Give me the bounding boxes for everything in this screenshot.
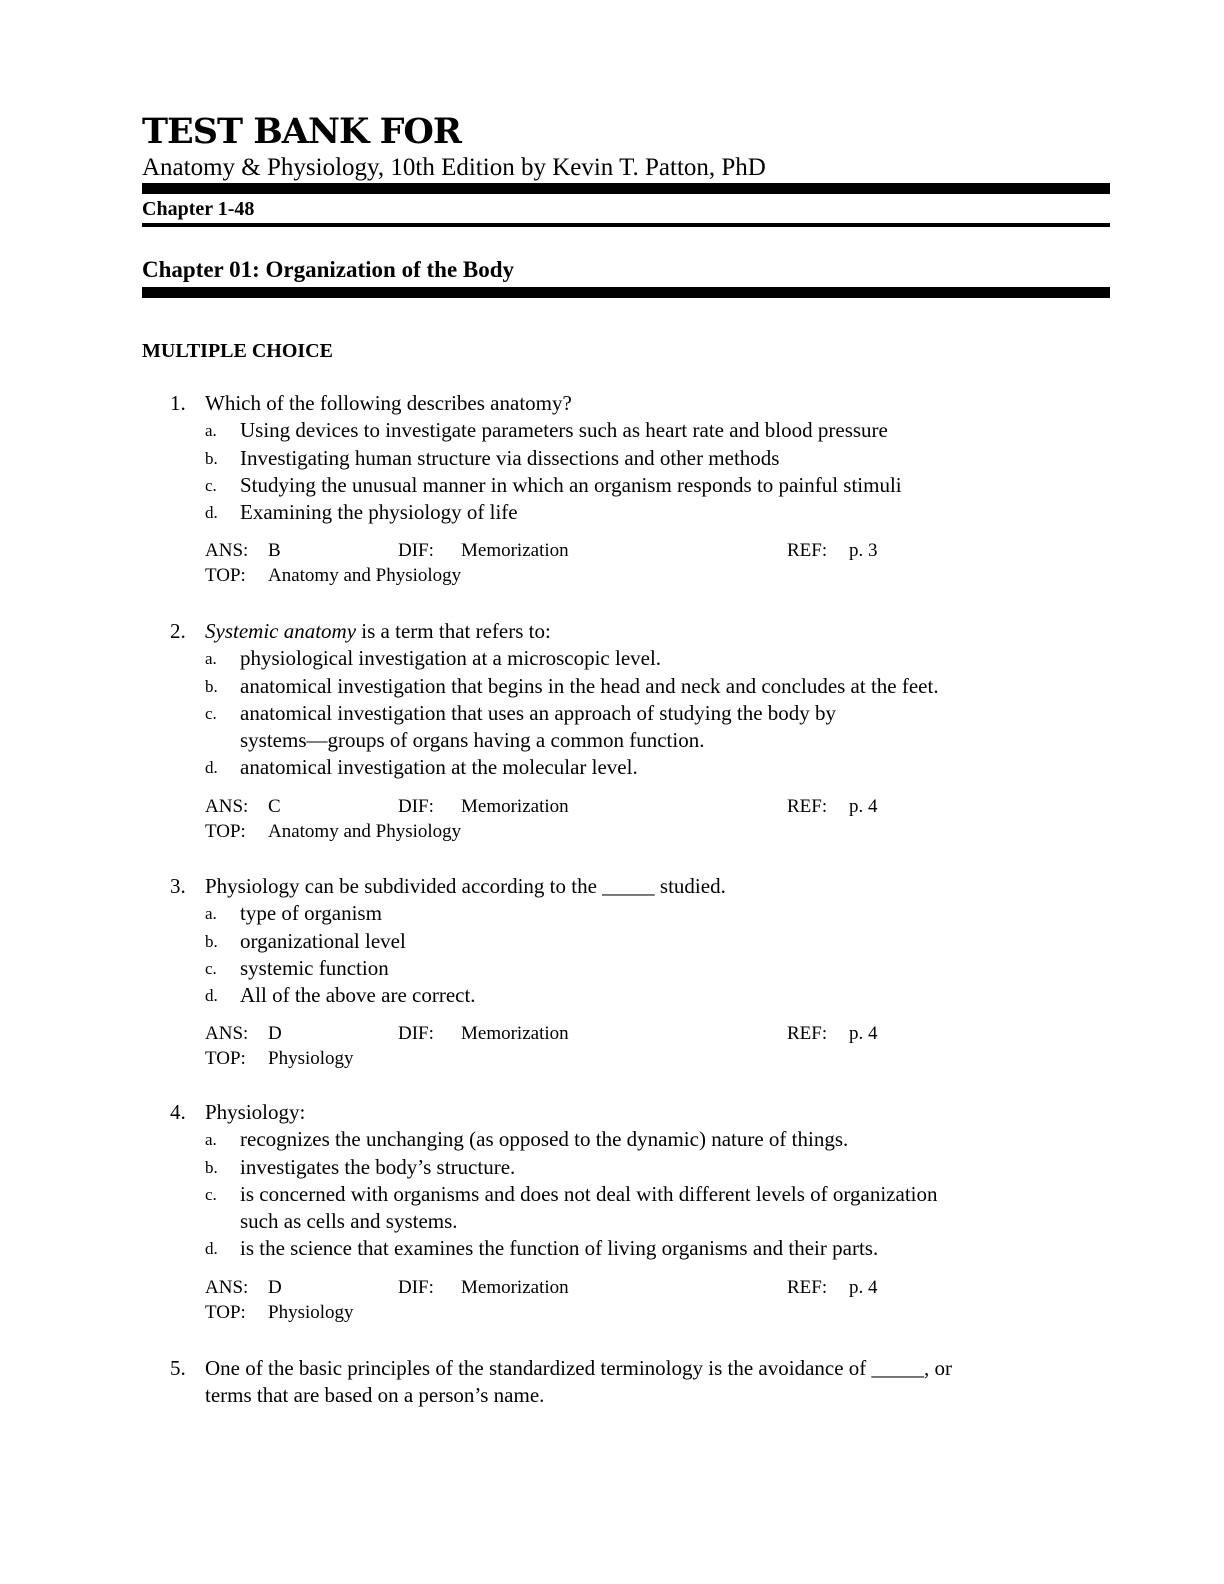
option-letter: c. bbox=[205, 1184, 217, 1204]
question-stem-continued bbox=[142, 1382, 1102, 1409]
ref-value: p. 4 bbox=[849, 1023, 878, 1045]
top-value: Anatomy and Physiology bbox=[268, 820, 462, 842]
answer-option-d bbox=[142, 499, 1102, 526]
question-number: 2. bbox=[170, 619, 186, 643]
question-number: 3. bbox=[170, 874, 186, 898]
ref-label: REF: bbox=[787, 540, 828, 562]
answer-metadata bbox=[142, 1275, 1102, 1325]
question-text: is a term that refers to: bbox=[356, 619, 551, 643]
answer-option-a bbox=[142, 417, 1102, 444]
option-text: Investigating human structure via dissections and other methods bbox=[240, 445, 780, 470]
question-2 bbox=[142, 618, 1102, 844]
option-letter: b. bbox=[205, 448, 218, 468]
ans-value: B bbox=[268, 540, 281, 562]
option-text: Studying the unusual manner in which an organism responds to painful stimuli bbox=[240, 472, 902, 497]
question-number: 4. bbox=[170, 1100, 186, 1124]
option-letter: d. bbox=[205, 986, 218, 1006]
option-letter: b. bbox=[205, 931, 218, 951]
dif-value: Memorization bbox=[461, 1276, 569, 1298]
option-text: such as cells and systems. bbox=[240, 1209, 458, 1234]
answer-metadata bbox=[142, 1021, 1102, 1071]
option-letter: b. bbox=[205, 1157, 218, 1177]
ref-value: p. 4 bbox=[849, 1276, 878, 1298]
ref-label: REF: bbox=[787, 795, 828, 817]
answer-option-a bbox=[142, 1126, 1102, 1153]
option-text: anatomical investigation that begins in the head and neck and concludes at the feet. bbox=[240, 673, 939, 698]
answer-option-a bbox=[142, 645, 1102, 672]
chapter-heading: Chapter 01: Organization of the Body bbox=[142, 257, 515, 282]
dif-label: DIF: bbox=[398, 1023, 434, 1045]
question-number: 1. bbox=[170, 391, 186, 415]
option-letter: a. bbox=[205, 421, 217, 441]
test-bank-banner: TEST BANK FOR bbox=[142, 111, 461, 152]
ans-value: D bbox=[268, 1276, 282, 1298]
section-heading: MULTIPLE CHOICE bbox=[142, 340, 333, 362]
option-text: All of the above are correct. bbox=[240, 983, 476, 1008]
option-text: physiological investigation at a microscopic level. bbox=[240, 646, 662, 671]
option-text: anatomical investigation at the molecular level. bbox=[240, 755, 638, 780]
ans-value: C bbox=[268, 795, 281, 817]
option-text: anatomical investigation that uses an approach of studying the body by bbox=[240, 700, 837, 725]
ans-label: ANS: bbox=[205, 1276, 249, 1298]
dif-value: Memorization bbox=[461, 1023, 569, 1045]
option-text: recognizes the unchanging (as opposed to the dynamic) nature of things. bbox=[240, 1127, 849, 1152]
question-stem bbox=[142, 618, 1102, 645]
answer-option-b bbox=[142, 928, 1102, 955]
question-5 bbox=[142, 1355, 1102, 1410]
answer-option-d bbox=[142, 982, 1102, 1009]
answer-metadata bbox=[142, 794, 1102, 844]
answer-option-d bbox=[142, 1235, 1102, 1262]
option-text: investigates the body’s structure. bbox=[240, 1154, 516, 1179]
answer-option-b bbox=[142, 445, 1102, 472]
answer-option-c-continued bbox=[142, 1208, 1102, 1235]
option-letter: a. bbox=[205, 649, 217, 669]
top-value: Physiology bbox=[268, 1048, 354, 1070]
option-text: Using devices to investigate parameters such as heart rate and blood pressure bbox=[240, 418, 888, 443]
option-letter: d. bbox=[205, 758, 218, 778]
question-stem bbox=[142, 873, 1102, 900]
answer-option-d bbox=[142, 754, 1102, 781]
ref-value: p. 3 bbox=[849, 540, 878, 562]
answer-metadata bbox=[142, 538, 1102, 588]
question-4 bbox=[142, 1099, 1102, 1325]
answer-option-b bbox=[142, 1154, 1102, 1181]
chapter-range: Chapter 1-48 bbox=[142, 198, 255, 220]
top-label: TOP: bbox=[205, 1301, 246, 1323]
ans-label: ANS: bbox=[205, 540, 249, 562]
dif-value: Memorization bbox=[461, 540, 569, 562]
ref-label: REF: bbox=[787, 1276, 828, 1298]
dif-label: DIF: bbox=[398, 795, 434, 817]
ans-label: ANS: bbox=[205, 795, 249, 817]
option-text: type of organism bbox=[240, 901, 382, 926]
question-text: terms that are based on a person’s name. bbox=[205, 1383, 545, 1408]
top-label: TOP: bbox=[205, 565, 246, 587]
option-text: systems—groups of organs having a common function. bbox=[240, 728, 705, 753]
option-letter: b. bbox=[205, 676, 218, 696]
top-label: TOP: bbox=[205, 1048, 246, 1070]
option-letter: c. bbox=[205, 475, 217, 495]
divider-thick bbox=[142, 183, 1110, 194]
question-number: 5. bbox=[170, 1356, 186, 1380]
answer-option-c bbox=[142, 472, 1102, 499]
answer-option-c-continued bbox=[142, 727, 1102, 754]
divider-thick bbox=[142, 287, 1110, 298]
top-value: Anatomy and Physiology bbox=[268, 565, 462, 587]
option-text: is concerned with organisms and does not deal with different levels of organization bbox=[240, 1181, 938, 1206]
dif-label: DIF: bbox=[398, 1276, 434, 1298]
question-stem bbox=[142, 1099, 1102, 1126]
ref-value: p. 4 bbox=[849, 795, 878, 817]
question-text: One of the basic principles of the standardized terminology is the avoidance of _____, or bbox=[205, 1356, 953, 1380]
question-text: Physiology: bbox=[205, 1100, 306, 1124]
dif-value: Memorization bbox=[461, 795, 569, 817]
option-text: organizational level bbox=[240, 928, 406, 953]
dif-label: DIF: bbox=[398, 540, 434, 562]
option-letter: c. bbox=[205, 703, 217, 723]
option-letter: d. bbox=[205, 1239, 218, 1259]
answer-option-c bbox=[142, 955, 1102, 982]
question-1 bbox=[142, 390, 1102, 588]
option-letter: a. bbox=[205, 1130, 217, 1150]
top-value: Physiology bbox=[268, 1301, 354, 1323]
option-text: systemic function bbox=[240, 955, 389, 980]
question-stem bbox=[142, 1355, 1102, 1382]
answer-option-c bbox=[142, 700, 1102, 727]
option-text: is the science that examines the function of living organisms and their parts. bbox=[240, 1236, 879, 1261]
answer-option-a bbox=[142, 900, 1102, 927]
option-letter: c. bbox=[205, 958, 217, 978]
option-letter: d. bbox=[205, 503, 218, 523]
question-text: Physiology can be subdivided according to the _____ studied. bbox=[205, 874, 726, 898]
answer-option-c bbox=[142, 1181, 1102, 1208]
book-title: Anatomy & Physiology, 10th Edition by Kevin T. Patton, PhD bbox=[142, 154, 766, 181]
ans-label: ANS: bbox=[205, 1023, 249, 1045]
option-text: Examining the physiology of life bbox=[240, 500, 518, 525]
question-text: Which of the following describes anatomy? bbox=[205, 391, 572, 415]
ans-value: D bbox=[268, 1023, 282, 1045]
question-3 bbox=[142, 873, 1102, 1071]
question-stem bbox=[142, 390, 1102, 417]
question-term: Systemic anatomy bbox=[205, 619, 357, 643]
option-letter: a. bbox=[205, 904, 217, 924]
answer-option-b bbox=[142, 673, 1102, 700]
divider-thin bbox=[142, 223, 1110, 227]
top-label: TOP: bbox=[205, 820, 246, 842]
ref-label: REF: bbox=[787, 1023, 828, 1045]
